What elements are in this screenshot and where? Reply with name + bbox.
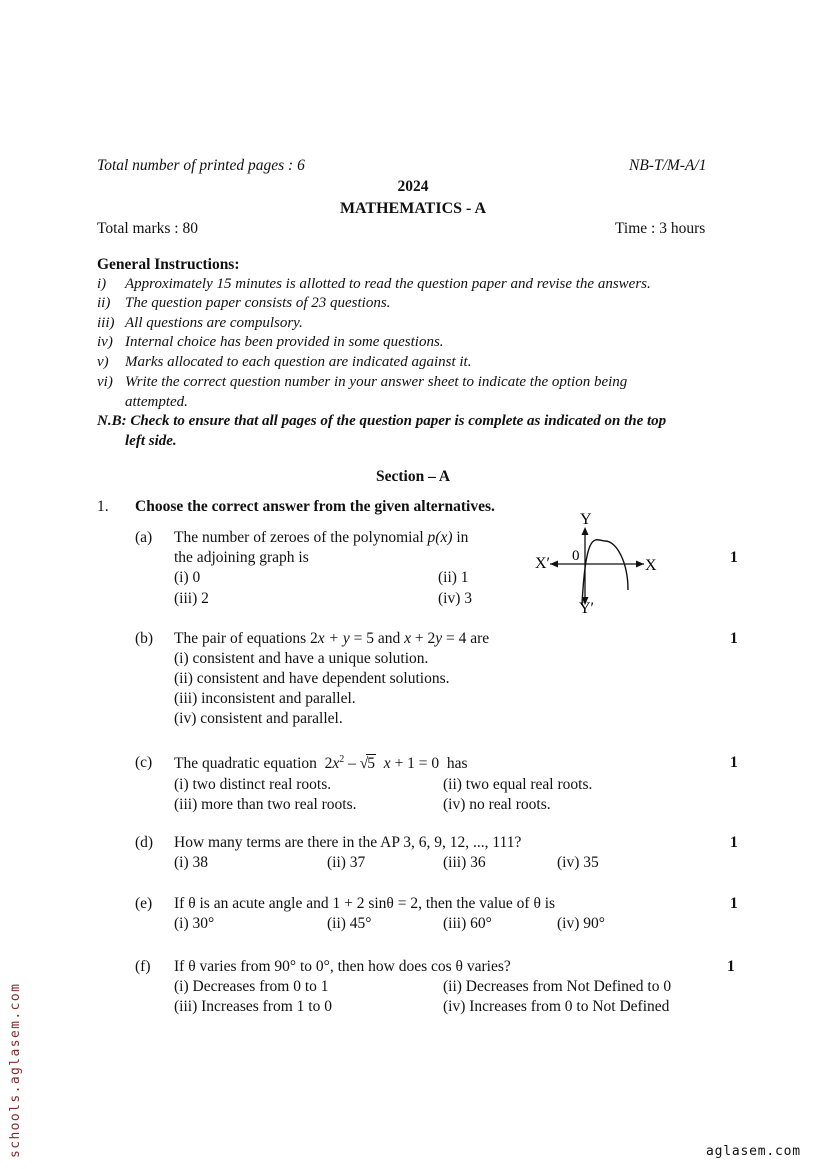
option: (iii) 36 bbox=[443, 854, 486, 871]
part-b-text: The pair of equations 2 bbox=[174, 630, 318, 647]
instruction-num: v) bbox=[97, 354, 109, 370]
x-label: X bbox=[645, 557, 657, 574]
option: (ii) 37 bbox=[327, 854, 366, 871]
part-d-question: How many terms are there in the AP 3, 6, 9, 12, ..., 111? bbox=[174, 834, 522, 851]
instruction-num: iii) bbox=[97, 315, 115, 331]
marks-value: 1 bbox=[730, 630, 738, 647]
subject-title: MATHEMATICS - A bbox=[339, 200, 487, 217]
option: (i) Decreases from 0 to 1 bbox=[174, 978, 329, 995]
variable-x: x bbox=[383, 755, 391, 773]
y-axis-arrow-up bbox=[582, 527, 589, 535]
instruction-text: The question paper consists of 23 questions. bbox=[125, 295, 391, 311]
option: (i) 38 bbox=[174, 854, 209, 871]
option: (iv) 90° bbox=[557, 915, 605, 932]
part-label: (c) bbox=[135, 754, 153, 771]
x-prime-label: X′ bbox=[535, 555, 551, 572]
option: (iii) 2 bbox=[174, 590, 209, 607]
question-number: 1. bbox=[97, 498, 109, 515]
equation-term: y bbox=[435, 630, 443, 647]
exam-time: Time : 3 hours bbox=[615, 220, 706, 237]
nb-note: N.B: Check to ensure that all pages of the question paper is complete as indicated on the top bbox=[97, 413, 667, 429]
y-label: Y bbox=[580, 511, 592, 528]
option: (ii) Decreases from Not Defined to 0 bbox=[443, 978, 672, 995]
section-heading: Section – A bbox=[375, 468, 451, 485]
instruction-text: Marks allocated to each question are indicated against it. bbox=[125, 354, 472, 370]
x-axis-arrow-left bbox=[550, 561, 558, 568]
part-a-question bbox=[174, 529, 468, 547]
parabola-curve bbox=[582, 540, 628, 605]
paper-code: NB-T/M-A/1 bbox=[629, 157, 707, 174]
part-label: (a) bbox=[135, 529, 153, 546]
marks-value: 1 bbox=[730, 549, 738, 566]
sqrt-radicand: 5 bbox=[367, 755, 376, 773]
instruction-text: Approximately 15 minutes is allotted to read the question paper and revise the answers. bbox=[125, 276, 651, 292]
equation-term: x bbox=[404, 630, 411, 647]
y-prime-label: Y′ bbox=[579, 600, 595, 617]
nb-note-cont: left side. bbox=[125, 433, 177, 449]
option: (iv) no real roots. bbox=[443, 796, 551, 813]
instructions-title: General Instructions: bbox=[97, 256, 240, 273]
instruction-num: iv) bbox=[97, 334, 113, 350]
marks-value: 1 bbox=[730, 754, 738, 771]
option: (ii) two equal real roots. bbox=[443, 776, 593, 793]
option: (iv) Increases from 0 to Not Defined bbox=[443, 998, 670, 1015]
equation-term: x + y bbox=[317, 630, 350, 647]
x-axis-arrow-right bbox=[636, 561, 644, 568]
origin-label: 0 bbox=[572, 548, 580, 564]
marks-value: 1 bbox=[730, 895, 738, 912]
instruction-num: ii) bbox=[97, 295, 111, 311]
watermark-bottom-right: aglasem.com bbox=[706, 1144, 801, 1159]
instruction-text: Internal choice has been provided in some questions. bbox=[125, 334, 444, 350]
part-a-text: The number of zeroes of the polynomial bbox=[174, 529, 424, 546]
option: (i) consistent and have a unique solution. bbox=[174, 650, 429, 667]
option: (i) two distinct real roots. bbox=[174, 776, 332, 793]
part-b-text: = 5 and bbox=[349, 630, 405, 647]
option: (iii) 60° bbox=[443, 915, 492, 932]
equation-rest: + 1 = 0 bbox=[394, 755, 440, 773]
part-f-question: If θ varies from 90° to 0°, then how does cos θ varies? bbox=[174, 958, 511, 975]
question-title: Choose the correct answer from the given alternatives. bbox=[135, 498, 495, 515]
quadratic-coefficient: 2 bbox=[324, 755, 333, 773]
marks-value: 1 bbox=[727, 958, 735, 975]
option: (iii) Increases from 1 to 0 bbox=[174, 998, 332, 1015]
part-c-text-end: has bbox=[446, 755, 468, 773]
sqrt-symbol: √ bbox=[359, 755, 369, 773]
part-b-question bbox=[174, 630, 489, 648]
part-label: (d) bbox=[135, 834, 154, 851]
part-label: (e) bbox=[135, 895, 153, 912]
part-label: (f) bbox=[135, 958, 151, 975]
marks-value: 1 bbox=[730, 834, 738, 851]
part-c-question bbox=[174, 754, 468, 773]
option: (iv) 3 bbox=[438, 590, 473, 607]
option: (i) 0 bbox=[174, 569, 201, 586]
watermark-left: schools.aglasem.com bbox=[8, 982, 23, 1158]
option: (i) 30° bbox=[174, 915, 215, 932]
instruction-text: All questions are compulsory. bbox=[125, 315, 303, 331]
part-b-text: = 4 are bbox=[442, 630, 490, 647]
part-label: (b) bbox=[135, 630, 154, 647]
printed-pages: Total number of printed pages : 6 bbox=[97, 157, 305, 174]
total-marks: Total marks : 80 bbox=[97, 220, 198, 237]
minus-sign: – bbox=[348, 755, 356, 773]
instruction-text-cont: attempted. bbox=[125, 394, 188, 410]
instruction-num: vi) bbox=[97, 374, 113, 390]
part-e-question: If θ is an acute angle and 1 + 2 sinθ = 2, then the value of θ is bbox=[174, 895, 556, 912]
option: (iii) more than two real roots. bbox=[174, 796, 357, 813]
instruction-text: Write the correct question number in your answer sheet to indicate the option being bbox=[125, 374, 628, 390]
part-a-text-end: in bbox=[456, 529, 469, 546]
option: (iv) consistent and parallel. bbox=[174, 710, 343, 727]
polynomial-graph bbox=[530, 505, 670, 620]
exponent: 2 bbox=[339, 754, 345, 765]
option: (ii) 45° bbox=[327, 915, 372, 932]
part-c-text: The quadratic equation bbox=[174, 755, 317, 773]
exam-year: 2024 bbox=[397, 178, 429, 195]
option: (ii) 1 bbox=[438, 569, 469, 586]
option: (iv) 35 bbox=[557, 854, 599, 871]
option: (ii) consistent and have dependent solutions. bbox=[174, 670, 450, 687]
part-a-question-cont: the adjoining graph is bbox=[174, 549, 309, 566]
polynomial-symbol: p(x) bbox=[427, 529, 453, 546]
option: (iii) inconsistent and parallel. bbox=[174, 690, 356, 707]
instruction-num: i) bbox=[97, 276, 107, 292]
variable-x: x bbox=[332, 755, 340, 773]
part-b-text: + 2 bbox=[411, 630, 436, 647]
